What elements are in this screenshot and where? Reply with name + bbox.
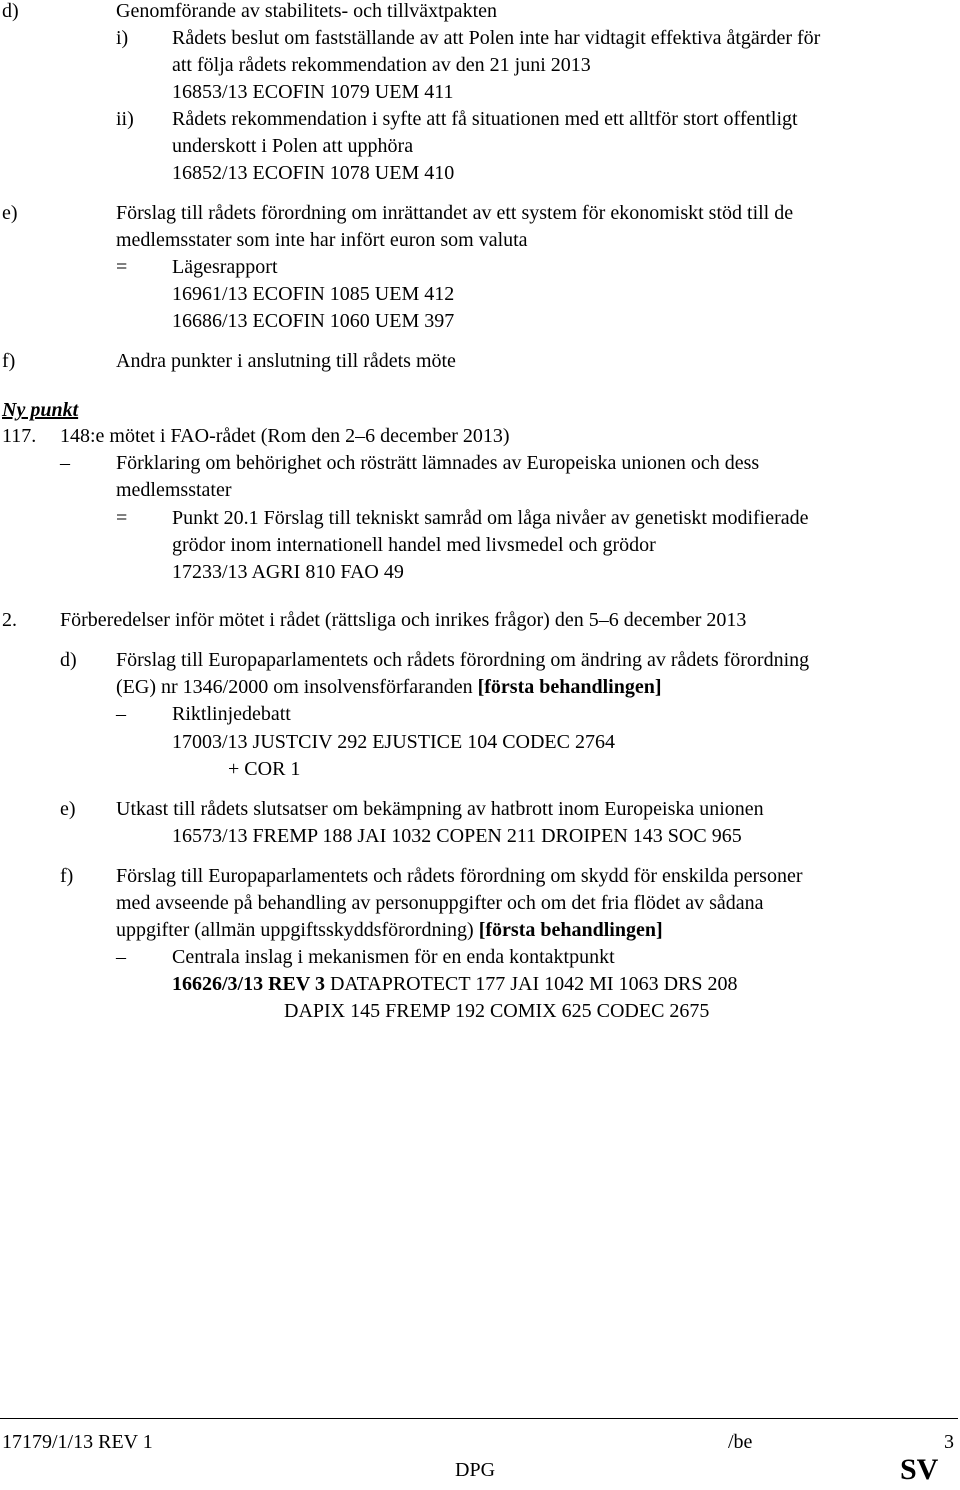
item-d-label: d) xyxy=(2,0,19,22)
new-point-line2: medlemsstater xyxy=(116,479,232,501)
s2-f-line3 xyxy=(116,917,663,944)
new-point-dash: – xyxy=(60,452,70,474)
item-f-label: f) xyxy=(2,350,16,372)
s2-f-ref-bold: 16626/3/13 REV 3 xyxy=(172,973,325,995)
new-point-point-line1: Punkt 20.1 Förslag till tekniskt samråd om låga nivåer av genetiskt modifierade xyxy=(172,507,809,529)
new-point-point-line2: grödor inom internationell handel med livsmedel och grödor xyxy=(172,534,656,556)
item-d-i-label: i) xyxy=(116,27,129,49)
item-d-ii-label: ii) xyxy=(116,108,134,130)
item-d-ii-line1: Rådets rekommendation i syfte att få situationen med ett alltför stort offentligt xyxy=(172,108,798,130)
new-point-heading: Ny punkt xyxy=(2,399,79,421)
s2-e-label: e) xyxy=(60,798,76,820)
s2-d-line1: Förslag till Europaparlamentets och rådets förordning om ändring av rådets förordning xyxy=(116,649,810,671)
footer-doc-ref: 17179/1/13 REV 1 xyxy=(2,1431,153,1453)
s2-f-dash: – xyxy=(116,946,126,968)
footer-lang: SV xyxy=(900,1453,939,1486)
section2-number: 2. xyxy=(2,609,17,631)
s2-f-line3-plain: uppgifter (allmän uppgiftsskyddsförordning) xyxy=(116,919,479,941)
new-point-ref: 17233/13 AGRI 810 FAO 49 xyxy=(172,561,404,583)
section2-title: Förberedelser inför mötet i rådet (rättsliga och inrikes frågor) den 5–6 december 2013 xyxy=(60,609,747,631)
s2-d-line2 xyxy=(116,674,662,701)
item-d-i-ref: 16853/13 ECOFIN 1079 UEM 411 xyxy=(172,81,454,103)
s2-f-ref-rest: DATAPROTECT 177 JAI 1042 MI 1063 DRS 208 xyxy=(324,973,738,995)
s2-e-line1: Utkast till rådets slutsatser om bekämpning av hatbrott inom Europeiska unionen xyxy=(116,798,764,820)
new-point-title: 148:e mötet i FAO-rådet (Rom den 2–6 december 2013) xyxy=(60,425,510,447)
s2-f-line1: Förslag till Europaparlamentets och rådets förordning om skydd för enskilda personer xyxy=(116,865,803,887)
s2-d-line2-plain: (EG) nr 1346/2000 om insolvensförfaranden xyxy=(116,676,478,698)
item-e-line2: medlemsstater som inte har infört euron som valuta xyxy=(116,229,528,251)
item-f-text: Andra punkter i anslutning till rådets möte xyxy=(116,350,456,372)
footer-page-number: 3 xyxy=(944,1431,954,1453)
item-d-i-line1: Rådets beslut om fastställande av att Polen inte har vidtagit effektiva åtgärder för xyxy=(172,27,821,49)
s2-d-line2-bold: [första behandlingen] xyxy=(477,676,662,698)
new-point-line1: Förklaring om behörighet och rösträtt lämnades av Europeiska unionen och dess xyxy=(116,452,760,474)
item-d-ii-ref: 16852/13 ECOFIN 1078 UEM 410 xyxy=(172,162,455,184)
item-e-eq: = xyxy=(116,256,128,278)
new-point-number: 117. xyxy=(2,425,37,447)
s2-f-ref xyxy=(172,971,737,998)
s2-d-sub: Riktlinjedebatt xyxy=(172,703,291,725)
footer-rule xyxy=(0,1418,958,1419)
item-d-ii-line2: underskott i Polen att upphöra xyxy=(172,135,414,157)
footer-initials: /be xyxy=(728,1431,753,1453)
item-d-title: Genomförande av stabilitets- och tillväxtpakten xyxy=(116,0,497,22)
item-d-i-line2: att följa rådets rekommendation av den 21 juni 2013 xyxy=(172,54,591,76)
item-e-ref-2: 16686/13 ECOFIN 1060 UEM 397 xyxy=(172,310,455,332)
item-e-sub: Lägesrapport xyxy=(172,256,278,278)
new-point-eq: = xyxy=(116,507,128,529)
s2-d-dash: – xyxy=(116,703,126,725)
s2-d-cor: + COR 1 xyxy=(228,758,301,780)
s2-f-label: f) xyxy=(60,865,74,887)
s2-e-ref: 16573/13 FREMP 188 JAI 1032 COPEN 211 DROIPEN 143 SOC 965 xyxy=(172,825,742,847)
footer-dept: DPG xyxy=(455,1459,496,1481)
s2-d-ref: 17003/13 JUSTCIV 292 EJUSTICE 104 CODEC 2764 xyxy=(172,731,615,753)
item-e-label: e) xyxy=(2,202,18,224)
s2-f-line2: med avseende på behandling av personuppgifter och om det fria flödet av sådana xyxy=(116,892,764,914)
s2-f-sub: Centrala inslag i mekanismen för en enda kontaktpunkt xyxy=(172,946,615,968)
s2-f-line3-bold: [första behandlingen] xyxy=(478,919,663,941)
item-e-ref-1: 16961/13 ECOFIN 1085 UEM 412 xyxy=(172,283,455,305)
item-e-line1: Förslag till rådets förordning om inrättandet av ett system för ekonomiskt stöd till de xyxy=(116,202,794,224)
s2-d-label: d) xyxy=(60,649,77,671)
s2-f-ref-line2: DAPIX 145 FREMP 192 COMIX 625 CODEC 2675 xyxy=(284,1000,710,1022)
